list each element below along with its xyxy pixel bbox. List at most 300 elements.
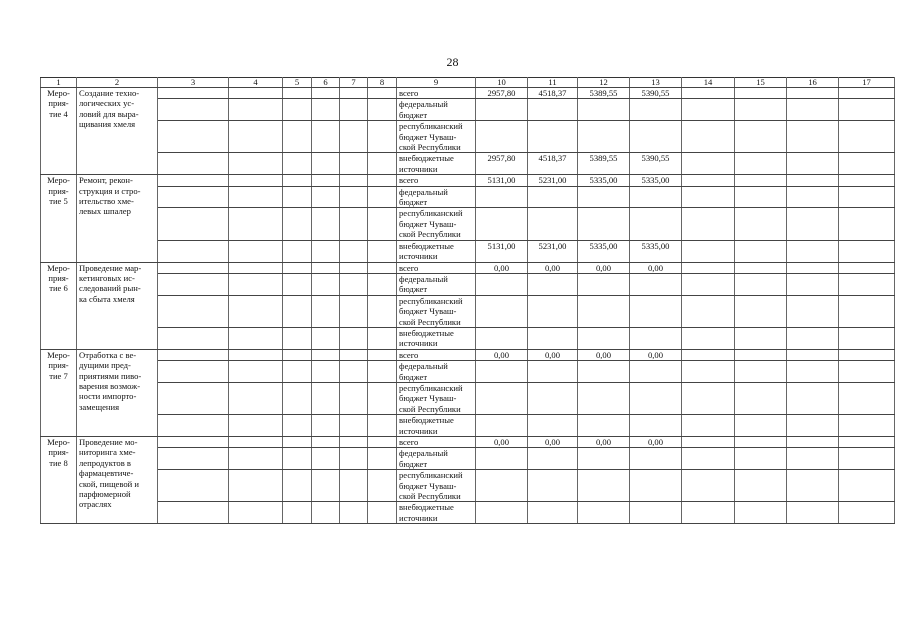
empty-cell bbox=[312, 273, 340, 295]
event-number-line: прия- bbox=[48, 360, 69, 371]
event-number-line: тие 5 bbox=[49, 196, 68, 207]
empty-cell bbox=[158, 470, 229, 502]
event-number-line: прия- bbox=[48, 185, 69, 196]
empty-cell bbox=[158, 121, 229, 153]
amount-cell bbox=[476, 208, 528, 240]
amount-cell bbox=[476, 186, 528, 208]
empty-cell bbox=[735, 153, 787, 175]
column-header: 12 bbox=[578, 78, 630, 88]
funding-source-cell bbox=[397, 186, 476, 208]
amount-cell bbox=[630, 382, 682, 414]
funding-source-cell bbox=[397, 382, 476, 414]
empty-cell bbox=[368, 437, 397, 448]
empty-cell bbox=[368, 99, 397, 121]
amount-cell: 5231,00 bbox=[528, 175, 578, 186]
event-title-line: левых шпалер bbox=[79, 206, 131, 217]
empty-cell bbox=[312, 502, 340, 524]
empty-cell bbox=[158, 382, 229, 414]
event-title-line: ка сбыта хмеля bbox=[79, 293, 135, 304]
empty-cell bbox=[158, 153, 229, 175]
empty-cell bbox=[229, 88, 283, 99]
event-title-line: лепродуктов в bbox=[79, 457, 131, 468]
column-header: 13 bbox=[630, 78, 682, 88]
table-row bbox=[41, 121, 895, 153]
amount-cell bbox=[578, 121, 630, 153]
amount-cell: 2957,80 bbox=[476, 88, 528, 99]
amount-cell: 0,00 bbox=[476, 437, 528, 448]
amount-cell bbox=[578, 361, 630, 383]
empty-cell bbox=[839, 88, 895, 99]
funding-source-line: бюджет Чуваш- bbox=[399, 218, 457, 229]
amount-cell: 0,00 bbox=[528, 437, 578, 448]
empty-cell bbox=[735, 208, 787, 240]
column-header: 4 bbox=[229, 78, 283, 88]
amount-cell bbox=[578, 470, 630, 502]
event-number-line: прия- bbox=[48, 98, 69, 109]
empty-cell bbox=[229, 273, 283, 295]
empty-cell bbox=[787, 88, 839, 99]
empty-cell bbox=[312, 99, 340, 121]
amount-cell bbox=[578, 99, 630, 121]
table-row bbox=[41, 88, 895, 99]
amount-cell bbox=[578, 415, 630, 437]
funding-source-cell bbox=[397, 327, 476, 349]
funding-source-cell bbox=[397, 502, 476, 524]
amount-cell bbox=[630, 470, 682, 502]
event-title-line: дущими пред- bbox=[79, 360, 131, 371]
table-row bbox=[41, 295, 895, 327]
amount-cell: 5231,00 bbox=[528, 240, 578, 262]
empty-cell bbox=[682, 88, 735, 99]
funding-source-line: внебюджетные bbox=[399, 415, 454, 426]
amount-cell: 0,00 bbox=[528, 349, 578, 360]
column-header: 1 bbox=[41, 78, 77, 88]
empty-cell bbox=[368, 208, 397, 240]
empty-cell bbox=[735, 448, 787, 470]
funding-source-line: республиканский bbox=[399, 382, 463, 393]
event-title-line: Проведение мо- bbox=[79, 437, 138, 447]
empty-cell bbox=[229, 153, 283, 175]
table-row bbox=[41, 415, 895, 437]
amount-cell bbox=[630, 502, 682, 524]
empty-cell bbox=[229, 502, 283, 524]
empty-cell bbox=[312, 361, 340, 383]
funding-source-cell bbox=[397, 448, 476, 470]
table-row bbox=[41, 186, 895, 208]
amount-cell bbox=[578, 502, 630, 524]
event-number-line: прия- bbox=[48, 272, 69, 283]
empty-cell bbox=[283, 99, 312, 121]
funding-source-line: всего bbox=[399, 262, 419, 273]
amount-cell: 5335,00 bbox=[630, 240, 682, 262]
funding-source-line: республиканский bbox=[399, 470, 463, 481]
empty-cell bbox=[229, 448, 283, 470]
empty-cell bbox=[283, 502, 312, 524]
empty-cell bbox=[368, 240, 397, 262]
empty-cell bbox=[158, 99, 229, 121]
event-title-line: ительство хме- bbox=[79, 196, 134, 207]
empty-cell bbox=[229, 262, 283, 273]
column-header: 15 bbox=[735, 78, 787, 88]
amount-cell: 5131,00 bbox=[476, 175, 528, 186]
empty-cell bbox=[340, 240, 368, 262]
amount-cell bbox=[528, 415, 578, 437]
amount-cell bbox=[476, 361, 528, 383]
column-header: 11 bbox=[528, 78, 578, 88]
empty-cell bbox=[682, 295, 735, 327]
amount-cell: 0,00 bbox=[630, 437, 682, 448]
event-number-line: тие 4 bbox=[49, 108, 68, 119]
empty-cell bbox=[312, 121, 340, 153]
amount-cell bbox=[528, 382, 578, 414]
amount-cell bbox=[630, 295, 682, 327]
empty-cell bbox=[340, 175, 368, 186]
amount-cell bbox=[578, 273, 630, 295]
empty-cell bbox=[312, 382, 340, 414]
column-header: 8 bbox=[368, 78, 397, 88]
funding-source-line: федеральный bbox=[399, 273, 448, 284]
empty-cell bbox=[229, 361, 283, 383]
empty-cell bbox=[368, 88, 397, 99]
empty-cell bbox=[735, 295, 787, 327]
empty-cell bbox=[158, 240, 229, 262]
funding-source-line: бюджет bbox=[399, 197, 428, 208]
empty-cell bbox=[839, 121, 895, 153]
column-header: 2 bbox=[77, 78, 158, 88]
page-number: 28 bbox=[446, 55, 459, 69]
empty-cell bbox=[735, 327, 787, 349]
amount-cell bbox=[578, 327, 630, 349]
funding-source-cell bbox=[397, 361, 476, 383]
funding-source-line: ской Республики bbox=[399, 229, 461, 240]
funding-source-line: федеральный bbox=[399, 186, 448, 197]
event-number-cell bbox=[41, 175, 77, 262]
empty-cell bbox=[839, 327, 895, 349]
empty-cell bbox=[340, 208, 368, 240]
column-header: 16 bbox=[787, 78, 839, 88]
amount-cell bbox=[630, 208, 682, 240]
amount-cell bbox=[528, 295, 578, 327]
funding-source-line: внебюджетные bbox=[399, 327, 454, 338]
empty-cell bbox=[839, 295, 895, 327]
empty-cell bbox=[787, 186, 839, 208]
funding-source-line: всего bbox=[399, 349, 419, 360]
event-title-line: Ремонт, рекон- bbox=[79, 175, 133, 186]
empty-cell bbox=[229, 121, 283, 153]
amount-cell bbox=[578, 186, 630, 208]
empty-cell bbox=[312, 88, 340, 99]
amount-cell: 5389,55 bbox=[578, 88, 630, 99]
amount-cell bbox=[578, 448, 630, 470]
funding-source-cell bbox=[397, 437, 476, 448]
empty-cell bbox=[158, 208, 229, 240]
amount-cell: 0,00 bbox=[630, 349, 682, 360]
empty-cell bbox=[682, 502, 735, 524]
empty-cell bbox=[158, 273, 229, 295]
funding-source-cell bbox=[397, 88, 476, 99]
empty-cell bbox=[312, 262, 340, 273]
amount-cell: 0,00 bbox=[578, 437, 630, 448]
table-row bbox=[41, 470, 895, 502]
column-header: 9 bbox=[397, 78, 476, 88]
empty-cell bbox=[682, 349, 735, 360]
empty-cell bbox=[158, 295, 229, 327]
table-row bbox=[41, 502, 895, 524]
empty-cell bbox=[312, 327, 340, 349]
empty-cell bbox=[283, 186, 312, 208]
event-title-line: ниторинга хме- bbox=[79, 447, 136, 458]
amount-cell bbox=[630, 273, 682, 295]
empty-cell bbox=[229, 175, 283, 186]
amount-cell bbox=[578, 208, 630, 240]
funding-source-cell bbox=[397, 121, 476, 153]
empty-cell bbox=[368, 273, 397, 295]
event-title-line: кетинговых ис- bbox=[79, 272, 135, 283]
table-row bbox=[41, 349, 895, 360]
event-title-line: струкция и стро- bbox=[79, 185, 141, 196]
empty-cell bbox=[787, 382, 839, 414]
empty-cell bbox=[787, 262, 839, 273]
event-title-line: щивания хмеля bbox=[79, 119, 136, 130]
amount-cell bbox=[476, 273, 528, 295]
empty-cell bbox=[368, 262, 397, 273]
column-header: 14 bbox=[682, 78, 735, 88]
event-number-line: тие 7 bbox=[49, 370, 68, 381]
event-title-line: следований рын- bbox=[79, 283, 141, 294]
empty-cell bbox=[787, 437, 839, 448]
amount-cell: 5335,00 bbox=[578, 240, 630, 262]
empty-cell bbox=[229, 437, 283, 448]
empty-cell bbox=[787, 273, 839, 295]
event-title-cell bbox=[77, 437, 158, 524]
amount-cell bbox=[578, 295, 630, 327]
funding-source-line: внебюджетные bbox=[399, 502, 454, 513]
empty-cell bbox=[312, 349, 340, 360]
empty-cell bbox=[229, 327, 283, 349]
event-number-line: тие 8 bbox=[49, 457, 68, 468]
funding-source-line: бюджет bbox=[399, 284, 428, 295]
empty-cell bbox=[787, 470, 839, 502]
empty-cell bbox=[839, 361, 895, 383]
empty-cell bbox=[283, 208, 312, 240]
empty-cell bbox=[682, 121, 735, 153]
event-title-line: логических ус- bbox=[79, 98, 135, 109]
empty-cell bbox=[839, 273, 895, 295]
funding-source-cell bbox=[397, 273, 476, 295]
column-header: 3 bbox=[158, 78, 229, 88]
empty-cell bbox=[735, 502, 787, 524]
amount-cell: 0,00 bbox=[630, 262, 682, 273]
empty-cell bbox=[735, 121, 787, 153]
funding-source-line: республиканский bbox=[399, 208, 463, 219]
amount-cell: 2957,80 bbox=[476, 153, 528, 175]
table-row bbox=[41, 448, 895, 470]
amount-cell bbox=[630, 186, 682, 208]
empty-cell bbox=[340, 470, 368, 502]
table-row bbox=[41, 327, 895, 349]
funding-source-line: источники bbox=[399, 425, 438, 436]
empty-cell bbox=[839, 470, 895, 502]
empty-cell bbox=[682, 470, 735, 502]
funding-source-cell bbox=[397, 295, 476, 327]
empty-cell bbox=[735, 349, 787, 360]
empty-cell bbox=[682, 361, 735, 383]
empty-cell bbox=[839, 502, 895, 524]
event-title-line: парфюмерной bbox=[79, 489, 131, 500]
empty-cell bbox=[682, 437, 735, 448]
amount-cell: 5131,00 bbox=[476, 240, 528, 262]
empty-cell bbox=[283, 361, 312, 383]
event-number-line: тие 6 bbox=[49, 283, 68, 294]
amount-cell: 5335,00 bbox=[630, 175, 682, 186]
table-row bbox=[41, 262, 895, 273]
empty-cell bbox=[682, 262, 735, 273]
empty-cell bbox=[283, 121, 312, 153]
empty-cell bbox=[340, 448, 368, 470]
funding-source-line: федеральный bbox=[399, 361, 448, 372]
empty-cell bbox=[283, 88, 312, 99]
amount-cell: 5335,00 bbox=[578, 175, 630, 186]
funding-source-line: бюджет Чуваш- bbox=[399, 393, 457, 404]
amount-cell bbox=[630, 415, 682, 437]
funding-source-line: республиканский bbox=[399, 121, 463, 132]
empty-cell bbox=[340, 361, 368, 383]
table-row bbox=[41, 175, 895, 186]
event-title-line: замещения bbox=[79, 401, 120, 412]
empty-cell bbox=[340, 382, 368, 414]
amount-cell: 4518,37 bbox=[528, 153, 578, 175]
amount-cell bbox=[578, 382, 630, 414]
funding-source-line: республиканский bbox=[399, 295, 463, 306]
empty-cell bbox=[735, 361, 787, 383]
amount-cell bbox=[476, 470, 528, 502]
table-row bbox=[41, 153, 895, 175]
empty-cell bbox=[312, 295, 340, 327]
empty-cell bbox=[229, 99, 283, 121]
event-number-cell bbox=[41, 349, 77, 436]
column-header: 6 bbox=[312, 78, 340, 88]
amount-cell bbox=[476, 121, 528, 153]
empty-cell bbox=[787, 175, 839, 186]
amount-cell bbox=[528, 208, 578, 240]
funding-source-cell bbox=[397, 153, 476, 175]
empty-cell bbox=[340, 327, 368, 349]
empty-cell bbox=[735, 88, 787, 99]
amount-cell bbox=[476, 295, 528, 327]
empty-cell bbox=[158, 502, 229, 524]
empty-cell bbox=[839, 262, 895, 273]
empty-cell bbox=[158, 448, 229, 470]
empty-cell bbox=[787, 502, 839, 524]
empty-cell bbox=[839, 448, 895, 470]
empty-cell bbox=[682, 448, 735, 470]
empty-cell bbox=[283, 273, 312, 295]
empty-cell bbox=[283, 437, 312, 448]
amount-cell bbox=[630, 361, 682, 383]
empty-cell bbox=[158, 361, 229, 383]
empty-cell bbox=[229, 208, 283, 240]
empty-cell bbox=[283, 295, 312, 327]
amount-cell bbox=[528, 327, 578, 349]
empty-cell bbox=[735, 437, 787, 448]
funding-source-line: внебюджетные bbox=[399, 153, 454, 164]
empty-cell bbox=[735, 273, 787, 295]
empty-cell bbox=[340, 295, 368, 327]
funding-source-line: бюджет bbox=[399, 109, 428, 120]
empty-cell bbox=[229, 295, 283, 327]
empty-cell bbox=[787, 121, 839, 153]
empty-cell bbox=[158, 262, 229, 273]
empty-cell bbox=[312, 415, 340, 437]
empty-cell bbox=[229, 349, 283, 360]
event-number-line: Меро- bbox=[47, 349, 70, 360]
empty-cell bbox=[735, 415, 787, 437]
empty-cell bbox=[839, 153, 895, 175]
event-title-line: Создание техно- bbox=[79, 88, 140, 98]
empty-cell bbox=[735, 175, 787, 186]
empty-cell bbox=[312, 153, 340, 175]
empty-cell bbox=[158, 175, 229, 186]
amount-cell: 5389,55 bbox=[578, 153, 630, 175]
empty-cell bbox=[839, 208, 895, 240]
table-row bbox=[41, 99, 895, 121]
empty-cell bbox=[340, 415, 368, 437]
funding-source-cell bbox=[397, 208, 476, 240]
empty-cell bbox=[682, 327, 735, 349]
funding-source-cell bbox=[397, 470, 476, 502]
empty-cell bbox=[283, 262, 312, 273]
amount-cell bbox=[476, 99, 528, 121]
empty-cell bbox=[312, 175, 340, 186]
empty-cell bbox=[735, 99, 787, 121]
empty-cell bbox=[229, 470, 283, 502]
amount-cell: 5390,55 bbox=[630, 153, 682, 175]
funding-source-line: бюджет bbox=[399, 371, 428, 382]
amount-cell: 0,00 bbox=[476, 349, 528, 360]
event-title-line: Отработка с ве- bbox=[79, 349, 137, 360]
empty-cell bbox=[787, 99, 839, 121]
table-row bbox=[41, 437, 895, 448]
empty-cell bbox=[682, 415, 735, 437]
event-title-line: приятиями пиво- bbox=[79, 370, 142, 381]
amount-cell bbox=[630, 121, 682, 153]
empty-cell bbox=[312, 448, 340, 470]
amount-cell: 4518,37 bbox=[528, 88, 578, 99]
empty-cell bbox=[283, 470, 312, 502]
amount-cell bbox=[630, 448, 682, 470]
event-number-cell bbox=[41, 437, 77, 524]
amount-cell: 0,00 bbox=[476, 262, 528, 273]
empty-cell bbox=[229, 415, 283, 437]
event-title-line: ской, пищевой и bbox=[79, 478, 140, 489]
empty-cell bbox=[787, 208, 839, 240]
funding-source-line: ской Республики bbox=[399, 403, 461, 414]
table-body bbox=[41, 78, 895, 524]
funding-source-line: источники bbox=[399, 338, 438, 349]
column-header: 7 bbox=[340, 78, 368, 88]
table-row bbox=[41, 273, 895, 295]
amount-cell bbox=[476, 502, 528, 524]
amount-cell bbox=[528, 470, 578, 502]
funding-source-cell bbox=[397, 175, 476, 186]
empty-cell bbox=[340, 273, 368, 295]
empty-cell bbox=[312, 470, 340, 502]
empty-cell bbox=[839, 99, 895, 121]
empty-cell bbox=[229, 186, 283, 208]
funding-source-line: источники bbox=[399, 163, 438, 174]
funding-source-line: ской Республики bbox=[399, 142, 461, 153]
empty-cell bbox=[283, 415, 312, 437]
